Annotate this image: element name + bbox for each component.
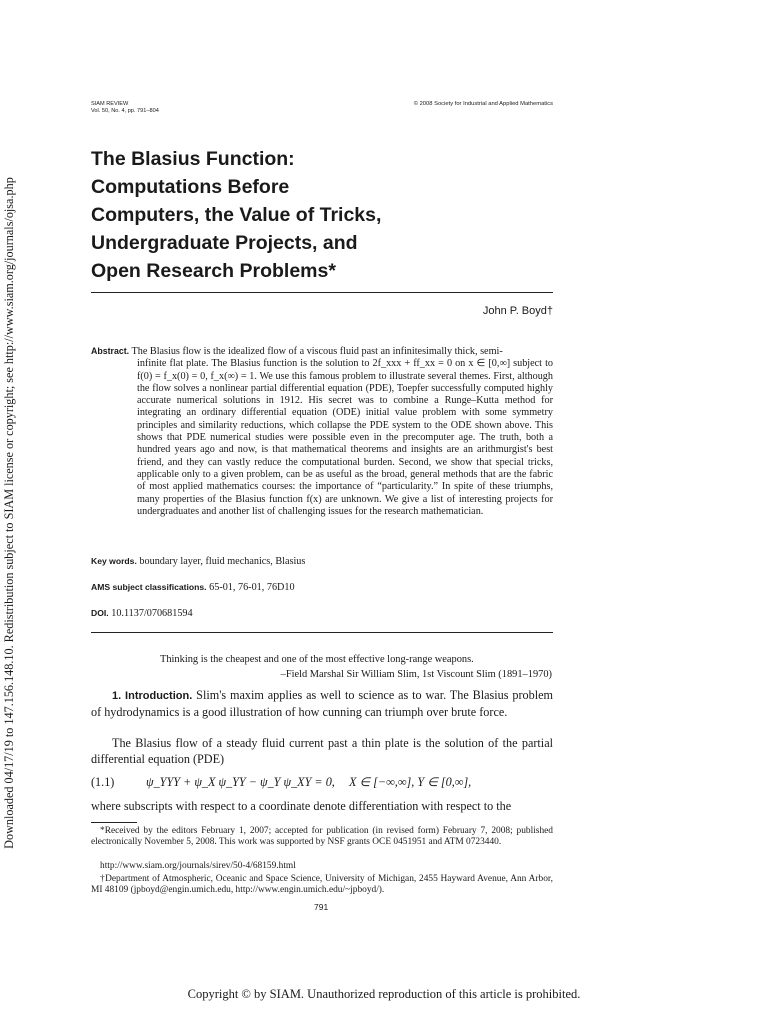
ams-value: 65-01, 76-01, 76D10 <box>209 582 295 593</box>
footnote-received: *Received by the editors February 1, 2007; accepted for publication (in revised form) February 7, 2008; published electronically November 5, 2008. This work was supported by NSF grants OCE 0451951 and ATM 0723440. <box>91 826 553 848</box>
author: John P. Boyd† <box>482 305 553 317</box>
doi-label: DOI. <box>91 608 109 618</box>
abstract-divider <box>91 632 553 633</box>
intro-paragraph-2: The Blasius flow of a steady fluid current past a thin plate is the solution of the partial differential equation (PDE) <box>91 736 553 766</box>
title-line: Computations Before <box>91 176 290 198</box>
title-line: Computers, the Value of Tricks, <box>91 204 382 226</box>
title-line: Open Research Problems* <box>91 260 336 282</box>
footnote-affiliation: †Department of Atmospheric, Oceanic and Space Science, University of Michigan, 2455 Hayward Avenue, Ann Arbor, MI 48109 (jpboyd@engin.umich.edu, http://www.engin.umich.edu/~jpboyd/). <box>91 874 553 896</box>
title-line: The Blasius Function: <box>91 148 295 170</box>
abstract-label: Abstract. <box>91 346 130 356</box>
doi-value: 10.1137/070681594 <box>111 608 193 619</box>
ams-classifications <box>91 582 295 593</box>
abstract <box>91 345 553 518</box>
epigraph-quote: Thinking is the cheapest and one of the most effective long-range weapons. <box>160 654 474 665</box>
epigraph-attribution: –Field Marshal Sir William Slim, 1st Viscount Slim (1891–1970) <box>280 669 552 680</box>
section-heading: 1. Introduction. <box>112 690 193 702</box>
ams-label: AMS subject classifications. <box>91 582 207 592</box>
footnote-url: http://www.siam.org/journals/sirev/50-4/68159.html <box>100 861 296 871</box>
footnote-divider <box>91 822 137 823</box>
intro-text: Slim's maxim applies as well to science as to war. The Blasius problem of hydrodynamics is a good illustration of how cunning can triumph over brute force. <box>91 688 554 719</box>
doi <box>91 608 193 619</box>
paper-title <box>91 145 561 285</box>
title-line: Undergraduate Projects, and <box>91 232 358 254</box>
journal-name: SIAM REVIEW <box>91 101 129 107</box>
journal-copyright: © 2008 Society for Industrial and Applied Mathematics <box>413 101 553 107</box>
journal-volume: Vol. 50, No. 4, pp. 791–804 <box>91 108 159 114</box>
equation-right: X ∈ [−∞,∞], Y ∈ [0,∞], <box>349 775 472 789</box>
equation-number: (1.1) <box>91 775 115 789</box>
title-divider <box>91 292 553 293</box>
bottom-copyright: Copyright © by SIAM. Unauthorized reproduction of this article is prohibited. <box>187 987 581 1001</box>
side-download-notice: Downloaded 04/17/19 to 147.156.148.10. Redistribution subject to SIAM license or copyright; see http://www.siam.org/journals/ojsa.php <box>2 177 16 849</box>
abstract-first-line: The Blasius flow is the idealized flow of a viscous fluid past an infinitesimally thick, semi- <box>131 346 503 357</box>
journal-header <box>91 101 159 115</box>
equation-left: ψ_YYY + ψ_X ψ_YY − ψ_Y ψ_XY = 0, <box>146 775 335 789</box>
intro-paragraph-3: where subscripts with respect to a coordinate denote differentiation with respect to the <box>91 799 512 813</box>
page-number: 791 <box>314 902 329 912</box>
abstract-body: infinite flat plate. The Blasius function is the solution to 2f_xxx + ff_xx = 0 on x ∈ [0,∞] subject to f(0) = f_x(0) = 0, f_x(∞) = 1. We use this famous problem to illustrate several themes. First, although the flow solves a nonlinear partial differential equation (PDE), Toepfer successfully computed highly accurate numerical solutions in 1912. His secret was to combine a Runge–Kutta method for integrating an ordinary differential equation (ODE) initial value problem with some symmetry principles and similarity reductions, which collapse the PDE system to the ODE shown above. This shows that PDE numerical studies were possible even in the precomputer age. The truth, both a hundred years ago and now, is that mathematical theorems and insights are an arithmurgist's best friend, and they can vastly reduce the computational burden. Second, we show that special tricks, applicable only to a given problem, can be as useful as the broad, general methods that are the fabric of most applied mathematics courses: the importance of “particularity.” In spite of these triumphs, many properties of the Blasius function f(x) are unknown. We give a list of interesting projects for undergraduates and another list of challenging issues for the research mathematician. <box>137 358 553 517</box>
keywords <box>91 556 305 567</box>
intro-paragraph <box>91 688 553 721</box>
keywords-value: boundary layer, fluid mechanics, Blasius <box>139 556 306 567</box>
keywords-label: Key words. <box>91 556 137 566</box>
